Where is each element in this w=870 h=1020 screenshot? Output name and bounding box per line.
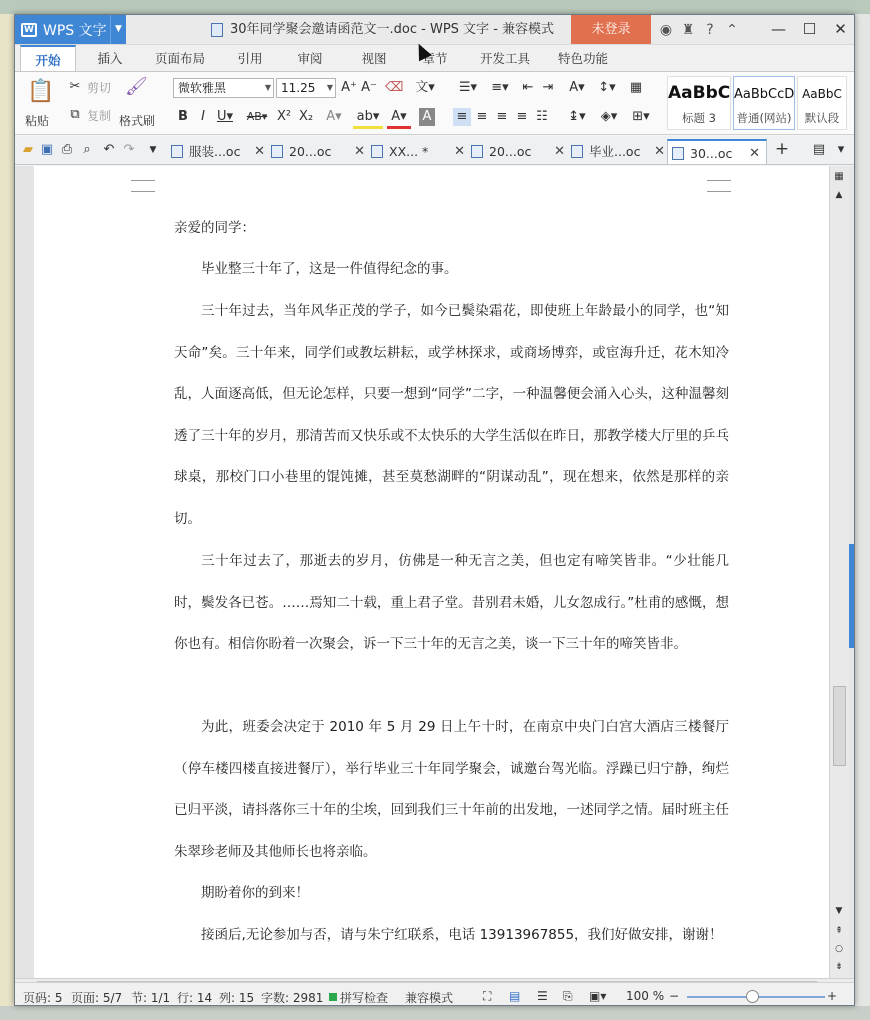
doc-tab[interactable] — [167, 139, 265, 164]
vertical-scroll-thumb[interactable] — [833, 686, 846, 766]
table-icon[interactable]: ▦ — [629, 80, 643, 95]
previous-page-icon[interactable]: ⇞ — [835, 926, 843, 936]
minimize-button[interactable]: — — [771, 20, 786, 38]
status-column: 列: 15 — [219, 991, 255, 1005]
print-preview-icon[interactable]: ⌕ — [83, 142, 91, 157]
style-preview: AaBbC — [802, 87, 842, 101]
task-pane-strip — [849, 166, 855, 978]
title-bar — [15, 15, 855, 45]
font-name-select[interactable] — [173, 78, 274, 98]
outline-view-icon[interactable]: ☰ — [537, 989, 548, 1003]
paragraph: 接函后,无论参加与否，请与朱宁红联系，电话 13913967855，我们好做安排，谢谢！ — [201, 927, 723, 943]
tab-developer[interactable]: 开发工具 — [479, 51, 530, 66]
tab-references[interactable]: 引用 — [237, 51, 263, 66]
login-button[interactable]: 未登录 — [571, 15, 651, 44]
desktop-background-top — [0, 0, 870, 14]
document-icon — [571, 145, 583, 158]
tab-view[interactable]: 视图 — [361, 51, 387, 66]
fullscreen-view-icon[interactable]: ⛶ — [483, 989, 492, 1003]
tab-home[interactable]: 开始 — [20, 45, 76, 71]
skin-shirt-icon[interactable]: ♜ — [681, 21, 695, 38]
char-shading-icon[interactable]: A — [419, 108, 435, 126]
distributed-icon[interactable]: ☷ — [536, 109, 548, 124]
underline-icon[interactable]: U▾ — [216, 109, 234, 124]
ribbon-home — [15, 71, 855, 135]
document-icon — [672, 147, 684, 160]
document-icon — [371, 145, 383, 158]
tab-menu-icon[interactable]: ▾ — [837, 142, 845, 157]
bullets-icon[interactable]: ☰▾ — [458, 80, 478, 95]
status-row: 行: 14 — [177, 991, 213, 1005]
paragraph-salutation: 亲爱的同学： — [174, 220, 255, 236]
style-default-paragraph[interactable] — [797, 76, 847, 130]
style-preview: AaBbCcD — [734, 87, 795, 102]
document-workspace — [15, 166, 855, 978]
justify-icon[interactable]: ≡ — [516, 109, 528, 124]
help-icon[interactable]: ? — [706, 21, 714, 38]
grow-font-icon[interactable]: A⁺ — [341, 80, 357, 95]
sync-icon[interactable]: ◉ — [659, 21, 673, 38]
status-compat-mode: 兼容模式 — [405, 991, 454, 1005]
font-size-value: 11.25 — [281, 81, 316, 95]
quick-access-and-doc-tabs — [15, 136, 855, 165]
highlight-icon[interactable]: ab▾ — [353, 108, 383, 129]
doc-tab-label: 20...oc — [489, 144, 532, 159]
clear-format-icon[interactable]: ⌫ — [385, 80, 404, 95]
shading-icon[interactable]: ◈▾ — [600, 109, 618, 124]
page-view-icon[interactable]: ▤ — [509, 989, 521, 1003]
style-label: 标题 3 — [682, 111, 716, 125]
margin-mark-left — [131, 180, 155, 192]
status-section: 节: 1/1 — [131, 991, 171, 1005]
close-icon[interactable]: ✕ — [254, 144, 265, 159]
doc-tab-label: 30...oc — [690, 146, 733, 161]
ruler-toggle-icon[interactable]: ▦ — [834, 171, 844, 182]
undo-icon[interactable]: ↶ — [103, 142, 115, 157]
cut-button[interactable]: 剪切 — [87, 81, 112, 95]
format-painter-button[interactable]: 格式刷 — [119, 114, 156, 128]
spell-check-icon — [329, 993, 337, 1001]
vertical-scrollbar[interactable] — [829, 166, 849, 978]
copy-button[interactable]: 复制 — [87, 109, 112, 123]
style-label: 默认段 — [804, 111, 840, 125]
app-name: WPS 文字 — [43, 22, 107, 39]
wps-menu-button[interactable] — [15, 15, 126, 44]
tab-review[interactable]: 审阅 — [297, 51, 323, 66]
open-folder-icon[interactable]: ▰ — [23, 142, 33, 157]
maximize-button[interactable]: ☐ — [802, 20, 817, 38]
doc-tab-label: 毕业...oc — [589, 144, 641, 159]
redo-icon[interactable]: ↷ — [123, 142, 135, 157]
style-preview: AaBbC — [668, 83, 731, 103]
scroll-down-icon[interactable]: ▼ — [835, 906, 843, 916]
change-case-icon[interactable]: A▾ — [569, 80, 585, 95]
qat-dropdown-icon[interactable]: ▼ — [149, 145, 157, 155]
doc-tab-label: XX... * — [389, 144, 429, 159]
shrink-font-icon[interactable]: A⁻ — [361, 80, 377, 95]
document-icon — [211, 23, 223, 37]
font-color-icon[interactable]: A▾ — [387, 108, 411, 129]
ribbon-collapse-icon[interactable]: ⌃ — [726, 21, 738, 38]
tab-chapter[interactable]: 章节 — [422, 51, 448, 66]
task-pane-toggle[interactable] — [849, 544, 855, 648]
align-left-icon[interactable]: ≡ — [453, 108, 471, 126]
style-label: 普通(网站) — [736, 111, 792, 125]
window-title — [211, 15, 554, 44]
doc-tab-label: 20...oc — [289, 144, 332, 159]
scroll-up-icon[interactable]: ▲ — [835, 190, 843, 200]
superscript-icon[interactable]: X² — [276, 109, 292, 124]
subscript-icon[interactable]: X₂ — [298, 109, 314, 124]
chevron-down-icon: ▼ — [264, 83, 271, 92]
paste-icon[interactable]: 📋 — [27, 79, 55, 104]
close-icon[interactable]: ✕ — [454, 144, 465, 159]
ribbon-tab-bar — [15, 45, 855, 71]
doc-tab-label: 服装...oc — [189, 144, 241, 159]
align-center-icon[interactable]: ≡ — [476, 109, 488, 124]
font-name-value: 微软雅黑 — [178, 81, 227, 95]
next-page-icon[interactable]: ⇟ — [835, 962, 843, 972]
background-window-right — [855, 14, 870, 1020]
save-icon[interactable]: ▣ — [40, 142, 54, 157]
scissors-icon[interactable]: ✂ — [69, 79, 81, 94]
paste-button[interactable]: 粘贴 — [25, 114, 50, 128]
margin-mark-right — [707, 180, 731, 192]
tab-page-layout[interactable]: 页面布局 — [154, 51, 205, 66]
document-icon — [171, 145, 183, 158]
print-icon[interactable]: ⎙ — [61, 142, 73, 157]
copy-icon[interactable]: ⧉ — [70, 107, 80, 122]
style-heading3[interactable] — [667, 76, 731, 130]
left-margin-strip — [15, 166, 34, 978]
close-icon[interactable]: ✕ — [354, 144, 365, 159]
document-page[interactable] — [34, 166, 829, 978]
doc-tab[interactable] — [567, 139, 665, 164]
sort-icon[interactable]: ↕▾ — [598, 80, 616, 95]
wps-writer-window — [14, 14, 855, 1006]
zoom-in-icon[interactable]: + — [827, 989, 838, 1003]
document-icon — [471, 145, 483, 158]
new-tab-plus-icon[interactable]: + — [774, 139, 790, 159]
style-normal-web[interactable] — [733, 76, 795, 130]
document-icon — [271, 145, 283, 158]
window-title-text: 30年同学聚会邀请函范文一.doc - WPS 文字 - 兼容模式 — [230, 22, 555, 37]
tab-insert[interactable]: 插入 — [97, 51, 123, 66]
close-icon[interactable]: ✕ — [554, 144, 565, 159]
chevron-down-icon[interactable]: ▼ — [110, 15, 126, 44]
align-right-icon[interactable]: ≡ — [496, 109, 508, 124]
web-view-icon[interactable]: ⎘ — [563, 989, 573, 1003]
status-word-count[interactable]: 字数: 2981 — [261, 991, 324, 1005]
window-controls — [763, 15, 855, 44]
close-button[interactable]: ✕ — [834, 20, 847, 38]
wps-logo-icon: W — [21, 23, 37, 37]
zoom-value[interactable]: 100 % — [626, 989, 665, 1003]
reading-view-icon[interactable]: ▣▾ — [589, 989, 607, 1003]
close-icon[interactable]: ✕ — [749, 146, 760, 161]
zoom-out-icon[interactable]: − — [669, 989, 680, 1003]
zoom-slider-thumb[interactable] — [746, 990, 759, 1003]
line-spacing-icon[interactable]: ↨▾ — [568, 109, 586, 124]
format-painter-icon[interactable]: 🖌 — [125, 76, 148, 97]
doc-tab-active[interactable] — [667, 139, 767, 164]
paragraph: 三十年过去了，那逝去的岁月，仿佛是一种无言之美，但也定有啼笑皆非。“少壮能几时，鬓发各已苍。……焉知二十载，重上君子堂。昔别君未婚，儿女忽成行。”杜甫的感慨，想你也有。相信你盼着一次聚会，诉一下三十年的无言之美，谈一下三十年的啼笑皆非。 — [174, 553, 729, 653]
status-page: 页面: 5/7 — [71, 991, 123, 1005]
chevron-down-icon: ▼ — [326, 83, 333, 92]
status-bar — [15, 982, 855, 1006]
borders-icon[interactable]: ⊞▾ — [632, 109, 650, 124]
paragraph: 为此，班委会决定于 2010 年 5 月 29 日上午十时，在南京中央门白宫大酒店三楼餐厅（停车楼四楼直接进餐厅），举行毕业三十年同学聚会，诚邀台驾光临。浮躁已归宁静，绚烂已归平淡，请抖落你三十年的尘埃，回到我们三十年前的出发地，一述同学之情。届时班主任朱翠珍老师及其他师长也将亲临。 — [174, 719, 729, 860]
italic-icon[interactable]: I — [201, 109, 205, 124]
increase-indent-icon[interactable]: ⇥ — [542, 80, 554, 95]
desktop-background-bottom — [0, 1006, 870, 1020]
paragraph: 期盼着你的到来！ — [201, 885, 309, 901]
tab-list-icon[interactable]: ▤ — [812, 142, 826, 157]
status-page-code: 页码: 5 — [23, 991, 63, 1005]
font-size-select[interactable] — [276, 78, 336, 98]
decrease-indent-icon[interactable]: ⇤ — [522, 80, 534, 95]
title-tools — [655, 15, 743, 44]
tab-special-features[interactable]: 特色功能 — [557, 51, 608, 66]
strikethrough-icon[interactable]: AB▾ — [246, 110, 268, 123]
bold-icon[interactable]: B — [178, 109, 188, 124]
close-icon[interactable]: ✕ — [654, 144, 665, 159]
paragraph: 三十年过去，当年风华正茂的学子，如今已鬓染霜花，即使班上年龄最小的同学，也“知天命”矣。三十年来，同学们或教坛耕耘，或学林探求，或商场博弈，或宦海升迁，花木知冷乱，人面逐高低，但无论怎样，只要一想到“同学”二字，一种温馨便会涌入心头，这种温馨刻透了三十年的岁月，那清苦而又快乐或不太快乐的大学生活似在昨日，那教学楼大厅里的乒乓球桌，那校门口小巷里的馄饨摊，甚至莫愁湖畔的“阴谋动乱”，现在想来，依然是那样的亲切。 — [174, 303, 729, 527]
paragraph: 毕业整三十年了，这是一件值得纪念的事。 — [201, 261, 458, 277]
status-spell-check[interactable]: 拼写检查 — [340, 991, 389, 1005]
phonetic-guide-icon[interactable]: 文▾ — [415, 80, 435, 95]
doc-tab[interactable] — [267, 139, 365, 164]
numbering-icon[interactable]: ≡▾ — [491, 80, 509, 95]
text-effect-icon[interactable]: A▾ — [326, 109, 342, 124]
select-browse-icon[interactable]: ○ — [835, 944, 843, 954]
doc-tab[interactable] — [367, 139, 465, 164]
doc-tab[interactable] — [467, 139, 565, 164]
